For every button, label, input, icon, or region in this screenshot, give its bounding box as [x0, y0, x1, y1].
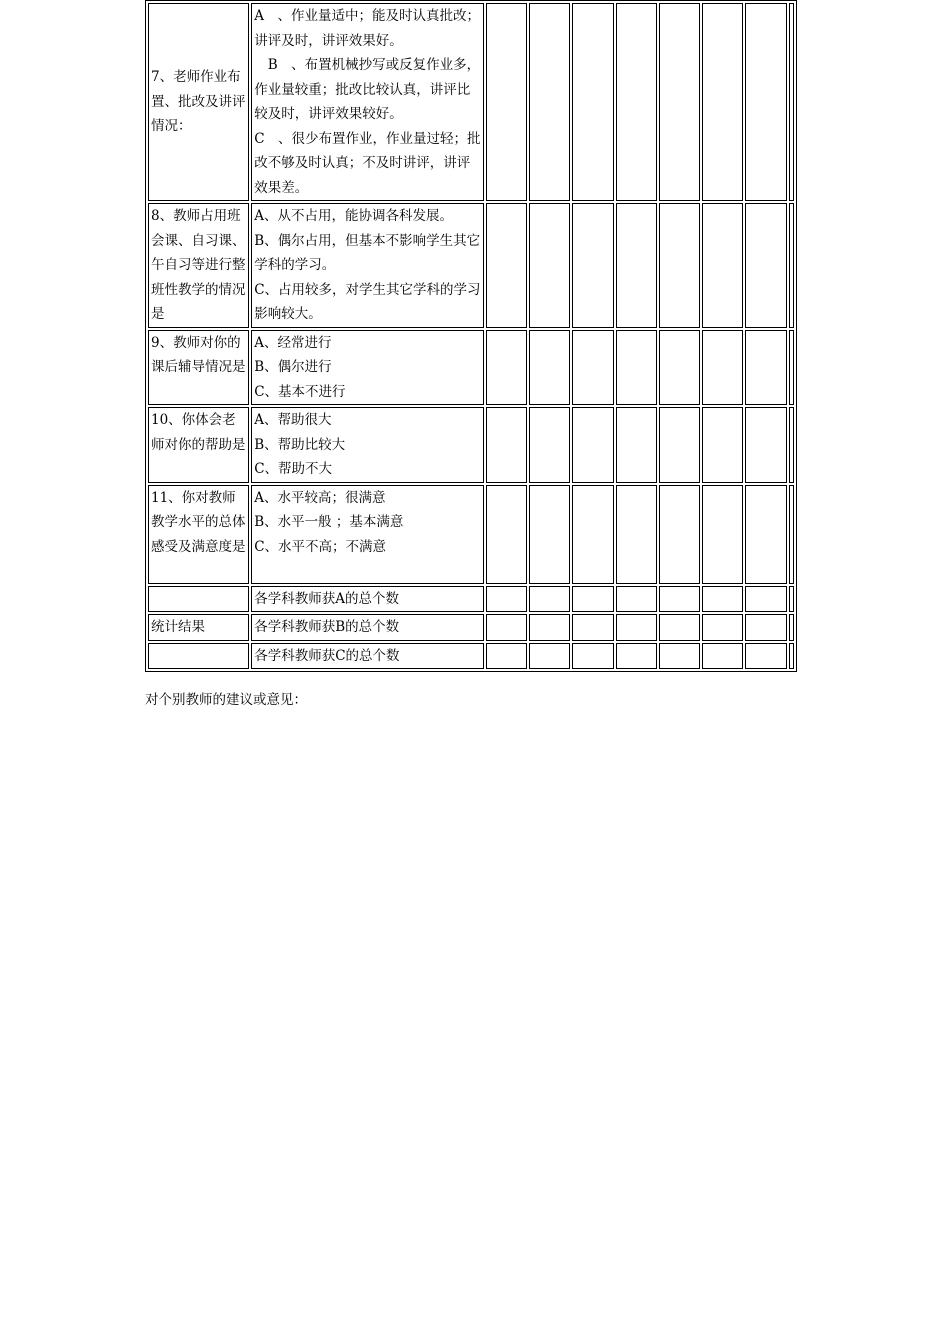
count-cell[interactable]: [789, 643, 794, 670]
count-cell[interactable]: [572, 614, 613, 641]
rating-cell[interactable]: [572, 485, 613, 584]
options-cell: [251, 407, 483, 483]
count-cell[interactable]: [745, 614, 786, 641]
rating-cell[interactable]: [616, 485, 657, 584]
options-cell: [251, 203, 483, 328]
table-row: [148, 203, 794, 328]
count-cell[interactable]: [529, 614, 570, 641]
rating-cell[interactable]: [486, 485, 527, 584]
stats-desc-cell: 各学科教师获C的总个数: [251, 643, 483, 670]
rating-cell[interactable]: [745, 485, 786, 584]
rating-cell[interactable]: [616, 3, 657, 201]
rating-cell[interactable]: [745, 407, 786, 483]
count-cell[interactable]: [572, 586, 613, 613]
options-cell: [251, 330, 483, 406]
option-a: A、帮助很大: [254, 412, 332, 428]
stats-label-cell: [148, 586, 249, 613]
option-b: B、帮助比较大: [254, 436, 346, 453]
count-cell[interactable]: [529, 586, 570, 613]
count-cell[interactable]: [702, 614, 743, 641]
count-cell[interactable]: [616, 614, 657, 641]
rating-cell[interactable]: [702, 203, 743, 328]
option-a: A 、作业量适中；能及时认真批改；讲评及时，讲评效果好。: [254, 8, 480, 49]
table-row: [148, 330, 794, 406]
question-cell: 7、老师作业布置、批改及讲评情况：: [148, 3, 249, 201]
table-row: [148, 407, 794, 483]
rating-cell[interactable]: [529, 330, 570, 406]
rating-cell[interactable]: [702, 330, 743, 406]
option-a: A、水平较高；很满意: [254, 489, 386, 506]
rating-cell[interactable]: [789, 407, 794, 483]
rating-cell[interactable]: [529, 485, 570, 584]
rating-cell[interactable]: [486, 203, 527, 328]
count-cell[interactable]: [659, 614, 700, 641]
rating-cell[interactable]: [659, 485, 700, 584]
option-b: B 、布置机械抄写或反复作业多，作业量较重；批改比较认真，讲评比较及时，讲评效果较好。: [254, 57, 481, 122]
count-cell[interactable]: [659, 586, 700, 613]
rating-cell[interactable]: [529, 407, 570, 483]
count-cell[interactable]: [702, 586, 743, 613]
rating-cell[interactable]: [659, 3, 700, 201]
count-cell[interactable]: [616, 643, 657, 670]
option-c: C 、很少布置作业，作业量过轻；批改不够及时认真；不及时讲评，讲评效果差。: [254, 130, 481, 196]
suggestion-label: 对个别教师的建议或意见：: [145, 692, 307, 708]
option-b: B、水平一般 ；基本满意: [254, 514, 404, 530]
count-cell[interactable]: [616, 586, 657, 613]
stats-row: [148, 614, 794, 641]
count-cell[interactable]: [702, 643, 743, 670]
count-cell[interactable]: [745, 643, 786, 670]
stats-label-cell: 统计结果: [148, 614, 249, 641]
rating-cell[interactable]: [789, 330, 794, 406]
options-cell: [251, 3, 483, 201]
rating-cell[interactable]: [702, 485, 743, 584]
rating-cell[interactable]: [616, 407, 657, 483]
option-b: B、偶尔占用，但基本不影响学生其它学科的学习。: [254, 232, 481, 273]
rating-cell[interactable]: [572, 3, 613, 201]
rating-cell[interactable]: [745, 203, 786, 328]
rating-cell[interactable]: [486, 330, 527, 406]
count-cell[interactable]: [572, 643, 613, 670]
options-cell: [251, 485, 483, 584]
rating-cell[interactable]: [745, 330, 786, 406]
stats-row: [148, 586, 794, 613]
count-cell[interactable]: [659, 643, 700, 670]
stats-desc-cell: 各学科教师获A的总个数: [251, 586, 483, 613]
count-cell[interactable]: [486, 614, 527, 641]
option-c: C、占用较多，对学生其它学科的学习影响较大。: [254, 281, 481, 322]
count-cell[interactable]: [486, 643, 527, 670]
count-cell[interactable]: [789, 586, 794, 613]
rating-cell[interactable]: [486, 3, 527, 201]
rating-cell[interactable]: [529, 203, 570, 328]
option-a: A、从不占用，能协调各科发展。: [254, 208, 453, 224]
rating-cell[interactable]: [745, 3, 786, 201]
rating-cell[interactable]: [789, 203, 794, 328]
rating-cell[interactable]: [659, 407, 700, 483]
count-cell[interactable]: [529, 643, 570, 670]
rating-cell[interactable]: [616, 330, 657, 406]
rating-cell[interactable]: [789, 3, 794, 201]
rating-cell[interactable]: [572, 203, 613, 328]
option-c: C、基本不进行: [254, 383, 346, 400]
count-cell[interactable]: [789, 614, 794, 641]
rating-cell[interactable]: [659, 330, 700, 406]
option-c: C、水平不高；不满意: [254, 538, 387, 555]
question-cell: 11、你对教师教学水平的总体感受及满意度是: [148, 485, 249, 584]
rating-cell[interactable]: [572, 407, 613, 483]
rating-cell[interactable]: [616, 203, 657, 328]
count-cell[interactable]: [486, 586, 527, 613]
option-b: B、偶尔进行: [254, 359, 332, 375]
rating-cell[interactable]: [789, 485, 794, 584]
survey-table: [145, 0, 797, 672]
rating-cell[interactable]: [486, 407, 527, 483]
option-a: A、经常进行: [254, 334, 332, 351]
rating-cell[interactable]: [529, 3, 570, 201]
option-c: C、帮助不大: [254, 461, 333, 477]
stats-row: [148, 643, 794, 670]
rating-cell[interactable]: [702, 3, 743, 201]
rating-cell[interactable]: [702, 407, 743, 483]
count-cell[interactable]: [745, 586, 786, 613]
stats-desc-cell: 各学科教师获B的总个数: [251, 614, 483, 641]
question-cell: 8、教师占用班会课、自习课、午自习等进行整班性教学的情况是: [148, 203, 249, 328]
rating-cell[interactable]: [659, 203, 700, 328]
table-row: [148, 485, 794, 584]
table-row: [148, 3, 794, 201]
stats-label-cell: [148, 643, 249, 670]
question-cell: 9、教师对你的课后辅导情况是: [148, 330, 249, 406]
question-cell: 10、你体会老师对你的帮助是: [148, 407, 249, 483]
rating-cell[interactable]: [572, 330, 613, 406]
